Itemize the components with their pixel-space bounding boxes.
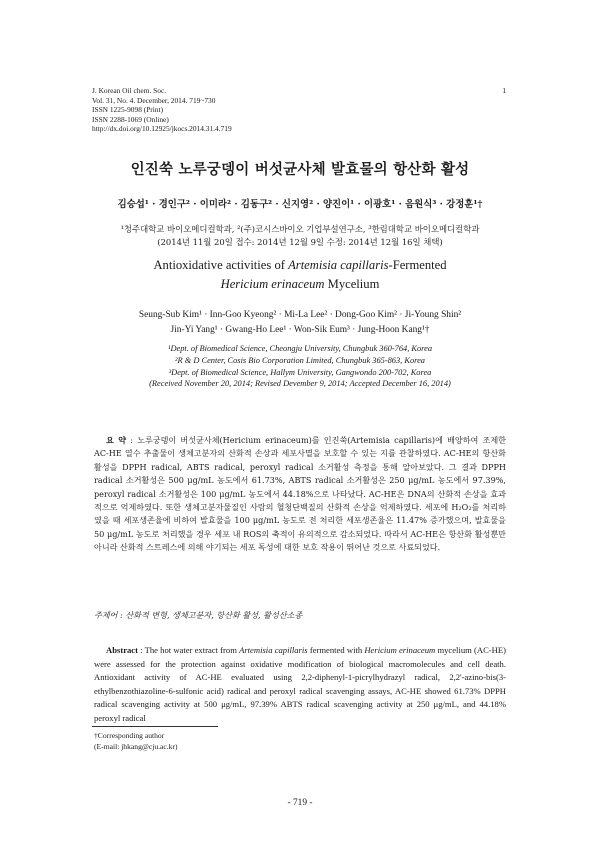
footnote bbox=[94, 730, 178, 752]
corresponding-author: †Corresponding author bbox=[94, 731, 165, 740]
title-species-2: Hericium erinaceum bbox=[220, 277, 325, 291]
english-abstract bbox=[94, 644, 506, 726]
abstract-text: fermented with bbox=[307, 645, 365, 655]
footnote-divider bbox=[92, 726, 218, 727]
abstract-text: : The hot water extract from bbox=[137, 645, 240, 655]
korean-affiliations: ¹청주대학교 바이오메디컬학과, ²(주)코시스바이오 기업부설연구소, ³한림대학교 바이오메디컬학과 bbox=[120, 224, 480, 234]
korean-keywords: 주제어 : 산화적 변형, 생체고분자, 항산화 활성, 활성산소종 bbox=[94, 610, 303, 620]
journal-name: J. Korean Oil chem. Soc. bbox=[92, 86, 167, 95]
korean-abstract bbox=[94, 434, 506, 555]
english-affil-3: ³Dept. of Biomedical Science, Hallym University, Gangwondo 200-702, Korea bbox=[168, 367, 432, 377]
doi-link[interactable]: http://dx.doi.org/10.12925/jkocs.2014.31.4.719 bbox=[92, 124, 232, 134]
english-authors-line2: Jin-Yi Yang¹ · Gwang-Ho Lee¹ · Won-Sik Eum³ · Jung-Hoon Kang¹† bbox=[170, 325, 430, 335]
english-affil-2: ²R & D Center, Cosis Bio Corporation Limited, Chungbuk 365-863, Korea bbox=[175, 355, 425, 365]
page-number-top: 1 bbox=[502, 86, 506, 95]
english-title-line1 bbox=[0, 256, 600, 275]
abstract-species: Hericium erinaceum bbox=[364, 645, 436, 655]
title-text: Antioxidative activities of bbox=[153, 258, 289, 272]
issn-print: ISSN 1225-9098 (Print) bbox=[92, 105, 164, 115]
corresponding-email: (E-mail: jhkang@cju.ac.kr) bbox=[94, 742, 178, 751]
title-text: Mycelium bbox=[324, 277, 380, 291]
english-affil-1: ¹Dept. of Biomedical Science, Cheongju University, Chungbuk 360-764, Korea bbox=[167, 344, 433, 353]
abstract-text: mycelium (AC-HE) were assessed for the protection against oxidative modification of biological macromolecules and cell death. Antioxidant activity of AC-HE evaluated using 2,2-diphenyl-1-picrylhydrazyl radical, 2,2'-azino-bis(3-ethylbenzothiazoline-6-sulfonic acid) radical and peroxyl radical scavenging assays, AC-HE showed 61.73% DPPH radical scavenging activity at 500 μg/mL, 97.39% ABTS radical scavenging activity at 250 μg/mL, and 44.18% peroxyl radical bbox=[94, 645, 506, 723]
title-species-1: Artemisia capillaris bbox=[288, 258, 389, 272]
english-abstract-label: Abstract bbox=[106, 645, 138, 655]
english-authors-line1: Seung-Sub Kim¹ · Inn-Goo Kyeong² · Mi-La Lee² · Dong-Goo Kim² · Ji-Young Shin² bbox=[138, 310, 462, 320]
korean-title: 인진쑥 노루궁뎅이 버섯균사체 발효물의 항산화 활성 bbox=[130, 161, 470, 178]
korean-dates: (2014년 11월 20일 접수: 2014년 12월 9일 수정: 2014년 12월 16일 채택) bbox=[157, 237, 443, 247]
issn-online: ISSN 2288-1069 (Online) bbox=[92, 114, 169, 124]
title-text: -Fermented bbox=[388, 258, 447, 272]
korean-authors: 김승섭¹ · 경인구² · 이미라² · 김동구² · 신지영² · 양진이¹ · 이광호¹ · 음원식³ · 강정훈¹† bbox=[117, 199, 483, 210]
journal-header bbox=[92, 86, 232, 134]
english-received: (Received November 20, 2014; Revised Devember 9, 2014; Accepted December 16, 2014) bbox=[149, 379, 451, 389]
english-title bbox=[0, 256, 600, 294]
english-affiliations bbox=[0, 343, 600, 390]
korean-affiliations-block bbox=[0, 223, 600, 249]
english-title-line2 bbox=[0, 275, 600, 294]
page-number-bottom: - 719 - bbox=[287, 798, 313, 808]
korean-abstract-text: : 노루궁뎅이 버섯균사체(Hericium erinaceum)를 인진쑥(Artemisia capillaris)에 배양하여 조제한 AC-HE 열수 추출물이 생체고분자의 산화적 손상과 세포사멸을 보호할 수 있는 지를 관찰하였다. AC-HE의 항산화 활성을 DPPH radical, ABTS radical, peroxyl radical 소거활성 측정을 통해 알아보았다. 그 결과 DPPH radical 소거활성은 500 μg/mL 농도에서 61.73%, ABTS radical 소거활성은 250 μg/mL 농도에서 97.39%, peroxyl radical 소거활성은 100 μg/mL 농도에서 44.18%으로 나타났다. AC-HE은 DNA의 산화적 손상을 효과적으로 억제하였다. 또한 생체고분자물질인 사람의 혈청단백질의 산화적 손상을 억제하였다. 세포에 H₂O₂를 처리하였을 때 세포생존율에 비하여 발효물을 100 μg/mL 농도로 전 처리한 세포생존율은 11.47% 증가했으며, 발효물을 50 μg/mL 농도로 처리했을 경우 세포 내 ROS의 축적이 유의적으로 감소되었다. 따라서 AC-HE은 항산화 활성뿐만 아니라 산화적 스트레스에 의해 야기되는 세포 독성에 대한 보호 작용이 뛰어난 것으로 사료되었다. bbox=[94, 435, 506, 553]
english-authors bbox=[0, 308, 600, 338]
korean-abstract-label: 요 약 bbox=[106, 435, 127, 445]
abstract-species: Artemisia capillaris bbox=[239, 645, 308, 655]
journal-volume: Vol. 31, No. 4. December, 2014. 719~730 bbox=[92, 95, 216, 105]
